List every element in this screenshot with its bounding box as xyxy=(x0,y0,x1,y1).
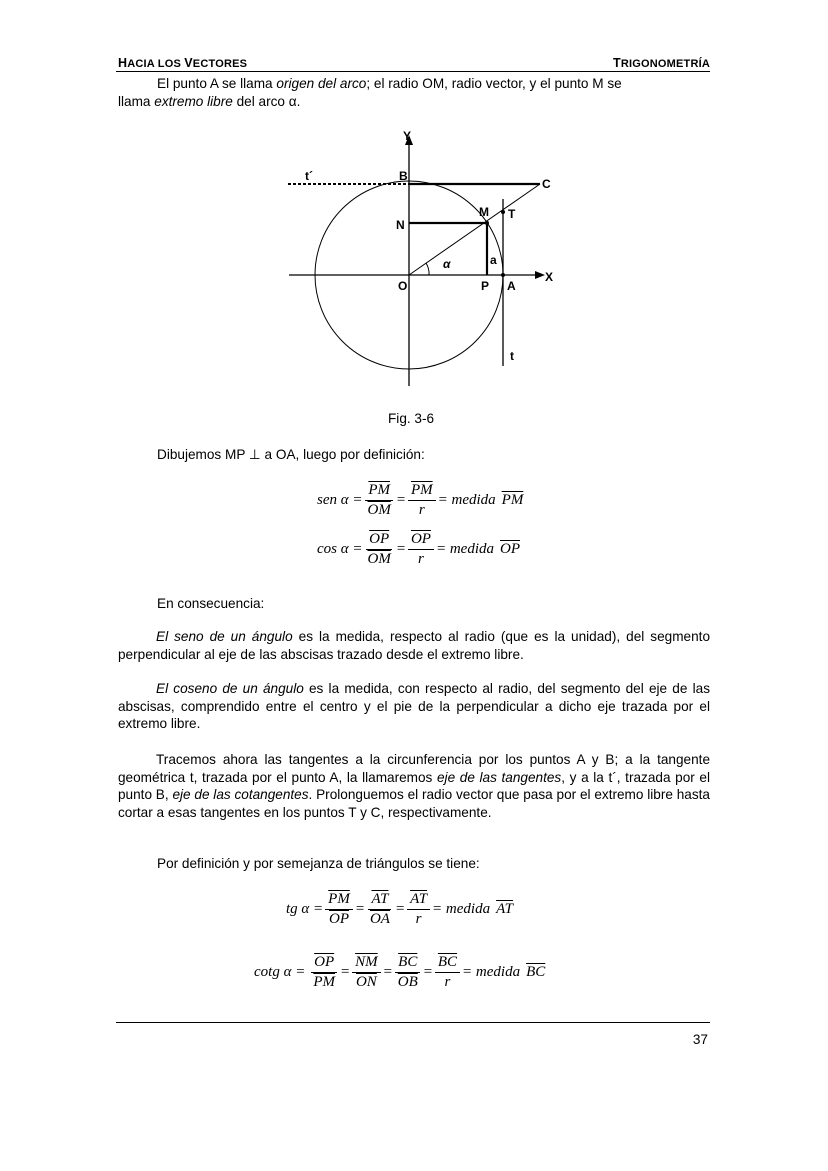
eq-cos-equals: = xyxy=(395,541,406,557)
eq-cotg-equals1: = xyxy=(340,964,351,980)
eq-sine-frac2 xyxy=(408,481,436,520)
equation-sine xyxy=(316,481,524,520)
tangents-text-e: . Prolonguemos el radio vector que pasa por el extremo libre hasta cortar a esas tangentes en los puntos T y C, respectivamente. xyxy=(118,787,710,820)
text-consequence: En consecuencia: xyxy=(157,596,265,611)
point-a xyxy=(501,273,505,277)
eq-cotg-den3: OB xyxy=(397,974,418,990)
eq-tg-lhs: tg α = xyxy=(286,901,324,917)
label-x: X xyxy=(545,270,554,284)
eq-tg-den2: OA xyxy=(369,911,390,927)
label-c: C xyxy=(542,177,551,191)
paragraph-tangents xyxy=(118,751,710,821)
sine-definition-term: El seno de un ángulo xyxy=(156,629,293,644)
eq-tg-frac3 xyxy=(407,890,430,929)
sine-definition-text: es la medida, respecto al radio (que es la unidad), del segmento perpendicular al eje de las abscisas trazado desde el extremo libre. xyxy=(118,629,710,662)
label-y: Y xyxy=(403,129,412,143)
eq-cotg-frac3 xyxy=(395,953,421,992)
eq-cotg-equals2: = xyxy=(382,964,393,980)
label-m: M xyxy=(479,205,489,219)
page-number: 37 xyxy=(692,1032,708,1047)
eq-sine-segment: $\overline{PM}$ xyxy=(501,492,524,508)
label-t-prime: t´ xyxy=(305,169,313,183)
eq-cotg-num3: $\overline{BC}$ xyxy=(395,953,420,973)
eq-cotg-segment: $\overline{BC}$ xyxy=(526,964,546,980)
eq-cos-den1: OM xyxy=(367,551,391,567)
tangents-text-a: Tracemos ahora las tangentes a la circunferencia por los puntos A y B; a la tangente geométrica t, trazada por el punto A, la llamaremos xyxy=(118,752,710,785)
eq-tg-segment: $\overline{AT}$ xyxy=(496,901,514,917)
eq-cotg-num1: $\overline{OP}$ xyxy=(311,953,337,973)
eq-cotg-den1: PM xyxy=(313,974,335,990)
eq-sine-frac1 xyxy=(365,481,394,520)
tangents-term-axis: eje de las tangentes xyxy=(436,769,562,785)
eq-cos-num1: $\overline{OP}$ xyxy=(366,530,392,550)
paragraph-cosine-definition xyxy=(118,680,710,733)
figure-unit-circle xyxy=(0,0,828,400)
eq-tg-frac2 xyxy=(367,890,393,929)
eq-tg-num2: $\overline{AT}$ xyxy=(368,890,391,910)
eq-cos-frac1 xyxy=(365,530,394,569)
x-axis-arrow xyxy=(535,271,545,279)
header-right-rest: RIGONOMETRÍA xyxy=(620,58,710,70)
eq-cos-lhs: cos α = xyxy=(317,541,363,557)
equation-cosine xyxy=(316,530,521,569)
label-p: P xyxy=(481,279,490,293)
eq-sine-tail: = medida xyxy=(437,492,496,508)
header-left-initial: H xyxy=(118,56,128,70)
eq-cos-num2: $\overline{OP}$ xyxy=(408,530,434,550)
eq-cotg-frac1 xyxy=(310,953,338,992)
point-m xyxy=(485,221,489,225)
eq-tg-equals1: = xyxy=(354,901,365,917)
label-t-line: t xyxy=(510,349,514,363)
eq-tg-den1: OP xyxy=(329,911,349,927)
point-t xyxy=(501,210,505,214)
label-t-point: T xyxy=(508,207,516,221)
eq-sine-den1: OM xyxy=(367,502,391,518)
tangents-term-cot-axis: eje de las cotangentes xyxy=(172,787,309,802)
eq-tg-den3: r xyxy=(415,911,422,927)
eq-tg-frac1 xyxy=(325,890,353,929)
equation-cotangent xyxy=(253,953,546,992)
equation-tangent xyxy=(285,890,514,929)
label-a-point: A xyxy=(507,279,516,293)
header-left-initial2: V xyxy=(184,56,193,70)
cosine-definition-text: es la medida, con respecto al radio, del segmento del eje de las abscisas, comprendido entre el centro y el pie de la perpendicular a dicho eje trazada por el extremo libre. xyxy=(118,681,710,731)
label-o: O xyxy=(398,279,408,293)
label-alpha: α xyxy=(443,257,451,271)
radius-vector-extended xyxy=(409,184,540,275)
footer-rule xyxy=(116,1022,710,1023)
eq-tg-equals2: = xyxy=(394,901,406,917)
eq-cos-den2: r xyxy=(418,551,424,567)
eq-cotg-frac4 xyxy=(435,953,460,992)
intro-term-extreme: extremo libre xyxy=(154,94,233,109)
intro-text-c: ; el radio OM, radio vector, y el punto M se xyxy=(366,76,622,91)
eq-tg-num1: $\overline{PM}$ xyxy=(325,890,353,910)
unit-circle-diagram xyxy=(0,0,828,400)
figure-caption: Fig. 3-6 xyxy=(388,411,435,426)
eq-sine-num1: $\overline{PM}$ xyxy=(365,481,393,501)
eq-cos-segment: $\overline{OP}$ xyxy=(499,541,520,557)
text-by-definition: Por definición y por semejanza de triángulos se tiene: xyxy=(157,856,480,871)
intro2-text-c: del arco α. xyxy=(232,94,301,109)
eq-sine-den2: r xyxy=(418,502,425,518)
eq-cotg-lhs: cotg α = xyxy=(254,964,306,980)
label-a-small: a xyxy=(490,253,497,267)
tangents-text-c: , y a la t´, trazada por el punto B, xyxy=(118,769,710,802)
paragraph-sine-definition xyxy=(118,628,710,663)
label-n: N xyxy=(396,218,405,232)
eq-cotg-equals3: = xyxy=(422,964,433,980)
angle-arc xyxy=(426,263,429,275)
eq-cotg-den2: ON xyxy=(355,974,377,990)
eq-cotg-den4: r xyxy=(444,974,451,990)
header-right-initial: T xyxy=(612,56,621,70)
header-left-rest2: ECTORES xyxy=(192,58,248,70)
eq-cos-frac2 xyxy=(408,530,434,569)
text-perpendicular: Dibujemos MP ⊥ a OA, luego por definición: xyxy=(157,447,425,462)
intro2-text-a: llama xyxy=(118,94,155,109)
eq-cotg-frac2 xyxy=(352,953,381,992)
eq-sine-lhs: sen α = xyxy=(317,492,363,508)
cosine-definition-term: El coseno de un ángulo xyxy=(156,681,304,696)
header-left-rest: ACIA LOS xyxy=(127,58,185,70)
eq-cotg-tail: = medida xyxy=(462,964,521,980)
eq-sine-equals: = xyxy=(395,492,406,508)
intro-text-a: El punto A se llama xyxy=(157,76,277,91)
label-b: B xyxy=(399,169,408,183)
eq-sine-num2: $\overline{PM}$ xyxy=(408,481,436,501)
eq-tg-num3: $\overline{AT}$ xyxy=(407,890,430,910)
intro-term-origin: origen del arco xyxy=(276,76,367,91)
eq-tg-tail: = medida xyxy=(432,901,491,917)
eq-cotg-num2: $\overline{NM}$ xyxy=(352,953,381,973)
eq-cos-tail: = medida xyxy=(435,541,494,557)
eq-cotg-num4: $\overline{BC}$ xyxy=(435,953,460,973)
